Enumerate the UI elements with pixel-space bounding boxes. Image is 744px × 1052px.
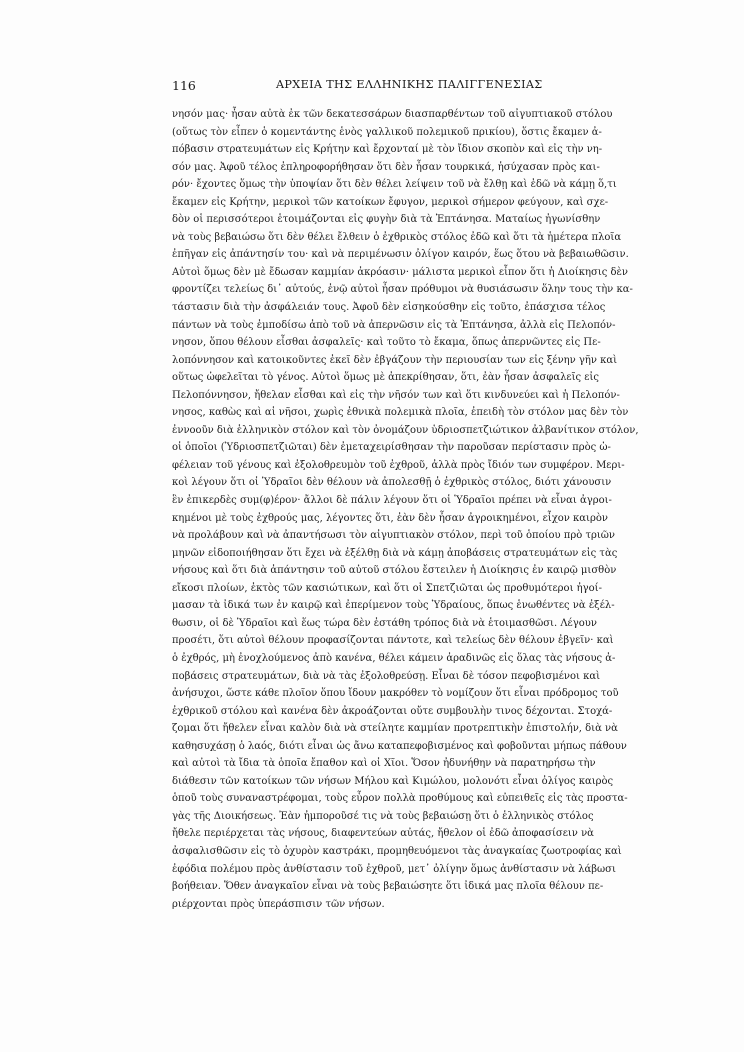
text-line: ἐχθρικοῦ στόλου καὶ κανένα δὲν ἀκροάζονται οὔτε συμβουλὴν τινος δέχονται. Στοχά- xyxy=(172,705,613,717)
text-line: μασαν τὰ ἰδικά των ἐν καιρῷ καὶ ἐπερίμενον τοὺς Ὑδραίους, ὅπως ἑνωθέντες νὰ ἐξέλ- xyxy=(172,600,615,612)
page-header xyxy=(172,78,590,94)
text-line: ἀσφαλισθῶσιν εἰς τὸ ὀχυρὸν καστράκι, προμηθευόμενοι τὰς ἀναγκαίας ζωοτροφίας καὶ xyxy=(172,845,622,857)
text-line: (οὕτως τὸν εἶπεν ὁ κομεντάντης ἑνὸς γαλλικοῦ πολεμικοῦ πρικίου), ὅστις ἔκαμεν ἀ- xyxy=(172,126,602,138)
text-line: βοήθειαν. Ὅθεν ἀναγκαῖον εἶναι νὰ τοὺς βεβαιώσητε ὅτι ἰδικά μας πλοῖα θέλουν πε- xyxy=(172,881,604,893)
text-line: ἓν ἐπικερδὲς συμ(φ)έρον· ἄλλοι δὲ πάλιν λέγουν ὅτι οἱ Ὑδραῖοι πρέπει νὰ εἶναι ἀγροι- xyxy=(172,495,612,507)
text-line: σόν μας. Ἀφοῦ τέλος ἐπληροφορήθησαν ὅτι δὲν ἦσαν τουρκικά, ἡσύχασαν πρὸς και- xyxy=(172,161,600,173)
text-line: θωσιν, οἱ δὲ Ὑδραῖοι καὶ ἕως τώρα δὲν ἐστάθη τρόπος διὰ νὰ ἑτοιμασθῶσι. Λέγουν xyxy=(172,617,597,629)
text-line: ζομαι ὅτι ἤθελεν εἶναι καλὸν διὰ νὰ στείλητε καμμίαν προτρεπτικὴν ἐπιστολήν, διὰ νὰ xyxy=(172,723,618,735)
text-line: κοὶ λέγουν ὅτι οἱ Ὑδραῖοι δὲν θέλουν νὰ ἀπολεσθῇ ὁ ἐχθρικὸς στόλος, διότι χάνουσιν xyxy=(172,477,612,489)
text-line: ριέρχονται πρὸς ὑπεράσπισιν τῶν νήσων. xyxy=(172,898,385,910)
text-line: πάντων νὰ τοὺς ἐμποδίσω ἀπὸ τοῦ νὰ ἀπερνῶσιν εἰς τὰ Ἑπτάνησα, ἀλλὰ εἰς Πελοπόν- xyxy=(172,319,616,331)
text-line: Αὐτοὶ ὅμως δὲν μὲ ἔδωσαν καμμίαν ἀκρόασιν· μάλιστα μερικοὶ εἶπον ὅτι ἡ Διοίκησις δὲν xyxy=(172,266,628,278)
text-line: ἐννοοῦν διὰ ἑλληνικὸν στόλον καὶ τὸν ὀνομάζουν ὑδριοσπετζιώτικον ἀλβανίτικον στόλον, xyxy=(172,424,639,436)
text-line: πόβασιν στρατευμάτων εἰς Κρήτην καὶ ἔρχονταί μὲ τὸν ἴδιον σκοπὸν καὶ εἰς τὴν νη- xyxy=(172,144,603,156)
text-line: ἀνήσυχοι, ὥστε κάθε πλοῖον ὅπου ἴδουν μακρόθεν τὸ νομίζουν ὅτι εἶναι πρόδρομος τοῦ xyxy=(172,688,619,700)
text-line: γὰς τῆς Διοικήσεως. Ἐὰν ἠμποροῦσέ τις νὰ τοὺς βεβαιώσῃ ὅτι ὁ ἑλληνικὸς στόλος xyxy=(172,810,594,822)
text-line: ρόν· ἔχοντες ὅμως τὴν ὑποψίαν ὅτι δὲν θέλει λείψειν τοῦ νὰ ἔλθῃ καὶ ἐδῶ νὰ κάμῃ ὅ,τι xyxy=(172,179,617,191)
text-line: νησον, ὅπου θέλουν εἶσθαι ἀσφαλεῖς· καὶ τοῦτο τὸ ἔκαμα, ὅπως ἀπερνῶντες εἰς Πε- xyxy=(172,337,601,349)
text-line: λοπόννησον καὶ κατοικοῦντες ἐκεῖ δὲν ἐβγάζουν τὴν περιουσίαν των εἰς ξένην γῆν καὶ xyxy=(172,354,618,366)
text-line: ἔκαμεν εἰς Κρήτην, μερικοὶ τῶν κατοίκων ἔφυγον, μερικοὶ σήμερον φεύγουν, καὶ σχε- xyxy=(172,196,609,208)
text-line: εἴκοσι πλοίων, ἐκτὸς τῶν κασιώτικων, καὶ ὅτι οἱ Σπετζιῶται ὡς προθυμότεροι ἠγοί- xyxy=(172,582,602,594)
text-line: νησόν μας· ἦσαν αὐτὰ ἐκ τῶν δεκατεσσάρων διασπαρθέντων τοῦ αἰγυπτιακοῦ στόλου xyxy=(172,109,613,120)
text-line: ποβάσεις στρατευμάτων, διὰ νὰ τὰς ἐξολοθρεύσῃ. Εἶναι δὲ τόσον πεφοβισμένοι καὶ xyxy=(172,670,601,682)
text-line: οὕτως ὠφελεῖται τὸ γένος. Αὐτοὶ ὅμως μὲ ἀπεκρίθησαν, ὅτι, ἐὰν ἦσαν ἀσφαλεῖς εἰς xyxy=(172,372,599,384)
text-line: οἱ ὁποῖοι (Ὑδριοσπετζιῶται) δὲν ἐμεταχειρίσθησαν τὴν παροῦσαν περίστασιν πρὸς ὠ- xyxy=(172,442,611,454)
text-line: ἐπῆγαν εἰς ἀπάντησίν του· καὶ νὰ περιμένωσιν ὀλίγον καιρόν, ἕως ὅτου νὰ βεβαιωθῶσιν. xyxy=(172,249,629,261)
text-line: νὰ προλάβουν καὶ νὰ ἀπαντήσωσι τὸν αἰγυπτιακὸν στόλον, περὶ τοῦ ὁποίου πρὸ τριῶν xyxy=(172,530,616,542)
text-line: προσέτι, ὅτι αὐτοὶ θέλουν προφασίζονται πάντοτε, καὶ τελείως δὲν θέλουν ἐβγεῖν· καὶ xyxy=(172,635,614,647)
text-line: δὸν οἱ περισσότεροι ἑτοιμάζονται εἰς φυγὴν διὰ τὰ Ἑπτάνησα. Ματαίως ἠγωνίσθην xyxy=(172,214,601,226)
text-line: κημένοι μὲ τοὺς ἐχθρούς μας, λέγοντες ὅτι, ἐὰν δὲν ἦσαν ἀγροικημένοι, εἶχον καιρὸν xyxy=(172,512,608,524)
running-title: ΑΡΧΕΙΑ ΤΗΣ ΕΛΛΗΝΙΚΗΣ ΠΑΛΙΓΓΕΝΕΣΙΑΣ xyxy=(276,78,543,91)
text-line: νησος, καθὼς καὶ αἱ νῆσοι, χωρὶς ἐθνικὰ πολεμικὰ πλοῖα, ἐπειδὴ τὸν στόλον μας δὲν τὸν xyxy=(172,407,629,419)
text-line: ἤθελε περιέρχεται τὰς νήσους, διαφεντεύων αὐτάς, ἤθελον οἱ ἐδῶ ἀποφασίσειν νὰ xyxy=(172,828,594,840)
text-line: καθησυχάσῃ ὁ λαός, διότι εἶναι ὡς ἄνω καταπεφοβισμένος καὶ φοβοῦνται μήπως πάθουν xyxy=(172,740,627,752)
text-line: ὁποῦ τοὺς συναναστρέφομαι, τοὺς εὗρον πολλὰ προθύμους καὶ εὐπειθεῖς εἰς τὰς προστα- xyxy=(172,793,628,805)
body-text xyxy=(172,106,639,913)
text-line: καὶ αὐτοὶ τὰ ἴδια τὰ ὁποῖα ἔπαθον καὶ οἱ Χῖοι. Ὅσον ἠδυνήθην νὰ παρατηρήσω τὴν xyxy=(172,758,596,770)
text-line: μηνῶν εἰδοποιήθησαν ὅτι ἔχει νὰ ἐξέλθῃ διὰ νὰ κάμῃ ἀποβάσεις στρατευμάτων εἰς τὰς xyxy=(172,547,618,559)
page-number: 116 xyxy=(172,78,196,93)
text-line: Πελοπόννησον, ἤθελαν εἶσθαι καὶ εἰς τὴν νῆσόν των καὶ ὅτι κινδυνεύει καὶ ἡ Πελοπόν- xyxy=(172,389,620,401)
text-line: νήσους καὶ ὅτι διὰ ἀπάντησιν τοῦ αὐτοῦ στόλου ἔστειλεν ἡ Διοίκησις ἐν καιρῷ μισθὸν xyxy=(172,565,617,577)
text-line: φροντίζει τελείως δι᾽ αὐτούς, ἐνῷ αὐτοὶ ἦσαν πρόθυμοι νὰ θυσιάσωσιν ὅλην τους τὴν κα- xyxy=(172,284,633,296)
text-line: τάστασιν διὰ τὴν ἀσφάλειάν τους. Ἀφοῦ δὲν εἰσηκούσθην εἰς τοῦτο, ἐπάσχισα τέλος xyxy=(172,302,606,314)
text-line: νὰ τοὺς βεβαιώσω ὅτι δὲν θέλει ἔλθειν ὁ ἐχθρικὸς στόλος ἐδῶ καὶ ὅτι τὰ ἡμέτερα πλοῖα xyxy=(172,231,622,243)
text-line: διάθεσιν τῶν κατοίκων τῶν νήσων Μήλου καὶ Κιμώλου, μολονότι εἶναι ὀλίγος καιρὸς xyxy=(172,775,614,787)
text-line: φέλειαν τοῦ γένους καὶ ἐξολοθρευμὸν τοῦ ἐχθροῦ, ἀλλὰ πρὸς ἴδιόν των συμφέρον. Μερι- xyxy=(172,459,625,471)
text-line: ἐφόδια πολέμου πρὸς ἀνθίστασιν τοῦ ἐχθροῦ, μετ᾽ ὀλίγην ὅμως ἀνθίστασιν νὰ λάβωσι xyxy=(172,863,616,875)
text-line: ὁ ἐχθρός, μὴ ἐνοχλούμενος ἀπὸ κανένα, θέλει κάμειν ἀραδινῶς εἰς ὅλας τὰς νήσους ἀ- xyxy=(172,652,616,664)
